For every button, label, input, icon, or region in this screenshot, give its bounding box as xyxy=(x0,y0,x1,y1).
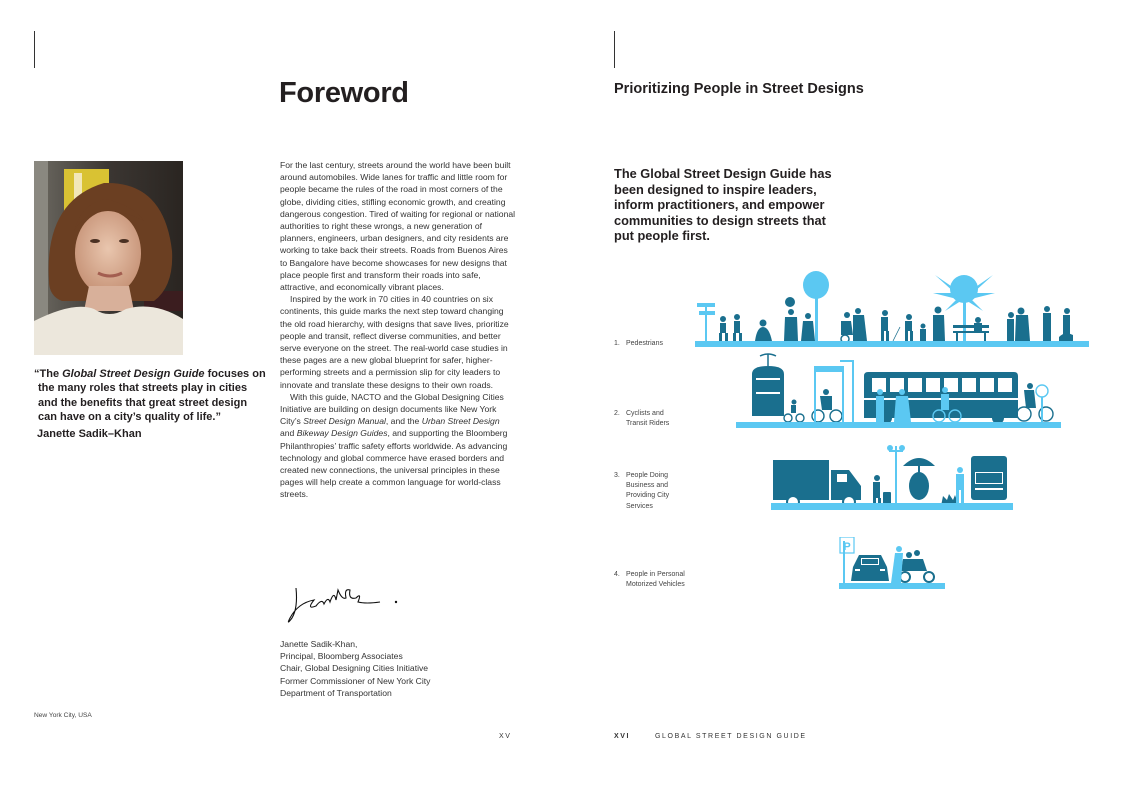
photo-caption: New York City, USA xyxy=(34,712,92,719)
hierarchy-item-cyclists-transit: 2. Cyclists and Transit Riders xyxy=(614,410,670,428)
paragraph: With this guide, NACTO and the Global Designing Cities Initiative are building on design documents like New York City’s Street Design Manual, and the Urban Street Design and Bikeway Design Guides, and supporting the Bloomberg Philanthropies’ traffic safety efforts worldwide. As advancing technology and global commerce have erased borders and created new connections, the universal principles in these pages will help create a common language for world-class streets. xyxy=(280,391,508,500)
portrait-photo xyxy=(34,161,183,355)
hierarchy-item-pedestrians: 1. Pedestrians xyxy=(614,340,663,347)
section-rule xyxy=(614,31,615,68)
street-bar xyxy=(839,583,945,589)
quote-attribution: Janette Sadik–Khan xyxy=(37,428,142,440)
section-rule xyxy=(34,31,35,68)
hierarchy-item-motorized-vehicles: 4. People in Personal Motorized Vehicles xyxy=(614,571,685,589)
running-head: GLOBAL STREET DESIGN GUIDE xyxy=(655,733,807,740)
pull-quote: “The Global Street Design Guide focuses on the many roles that streets play in cities and the benefits that great street design can have on a city’s quality of life.” xyxy=(34,368,266,424)
page-title: Foreword xyxy=(279,77,409,109)
street-bar xyxy=(771,503,1013,510)
page-number: XVI xyxy=(614,733,631,740)
business-illustration xyxy=(771,440,1013,510)
section-title: Prioritizing People in Street Designs xyxy=(614,81,864,97)
street-bar xyxy=(736,422,1061,428)
lead-text: The Global Street Design Guide has been designed to inspire leaders, inform practitioners, and empower communities to design streets that put people first. xyxy=(614,166,832,244)
sidewalk-bar xyxy=(695,341,1089,347)
page-number: XV xyxy=(499,733,512,740)
signature-image xyxy=(284,578,414,628)
motor-vehicles-illustration xyxy=(839,537,945,589)
paragraph: Inspired by the work in 70 cities in 40 countries on six continents, this guide marks the next step toward changing the old road hierarchy, with designs that save lives, prioritize people and transit, reflect diverse communities, and better serve everyone on the street. The real-world case studies in these pages are a new global blueprint for safer, higher-performing streets and a permission slip for city leaders to innovate and translate these designs to their own roads. xyxy=(280,294,509,390)
signature-block: Janette Sadik-Khan, Principal, Bloomberg Associates Chair, Global Designing Cities Initiative Former Commissioner of New York City Department of Transportation xyxy=(280,639,431,698)
transit-illustration xyxy=(736,352,1061,428)
paragraph: For the last century, streets around the world have been built around automobiles. Wide lanes for traffic and little room for people became the rules of the road in most corners of the globe, dividing cities, stifling economic growth, and creating dangerous congestion. Tired of waiting for regional or national authorities to right these wrongs, a new generation of planners, engineers, urban designers, and city residents are working to take back their streets. Roads from Buenos Aires to Bangalore have become showcases for new designs that place people first and transform their roads into safe, attractive, and economically vibrant places. xyxy=(280,160,516,293)
foreword-body xyxy=(280,159,516,501)
hierarchy-item-business-services: 3. People Doing Business and Providing City Services xyxy=(614,472,670,510)
pedestrians-illustration xyxy=(695,265,1089,347)
parking-sign: P xyxy=(843,541,851,553)
